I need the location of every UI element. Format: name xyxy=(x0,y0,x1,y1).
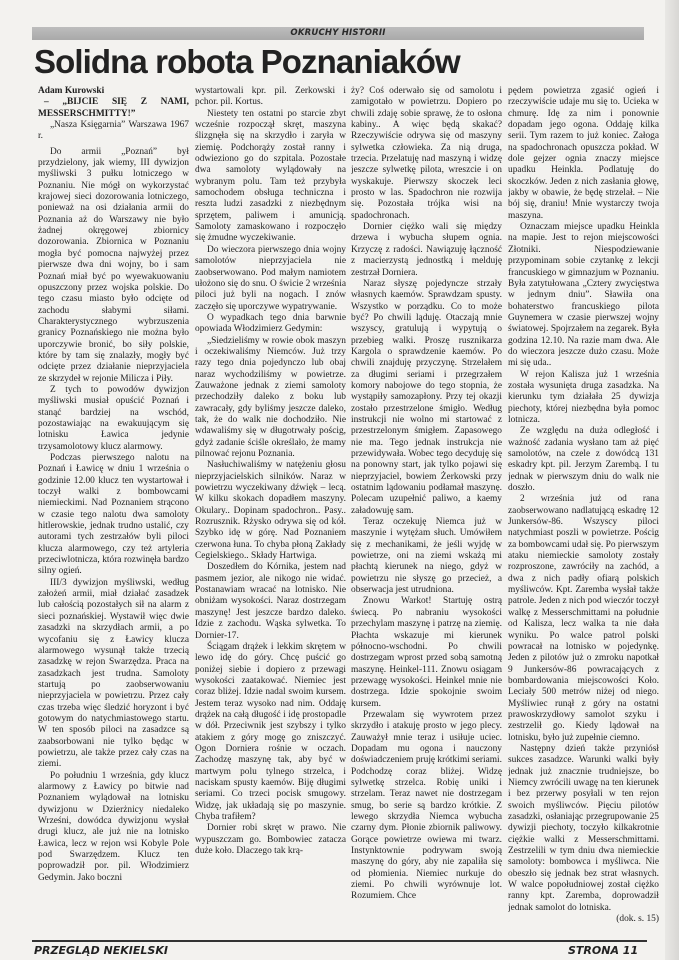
footer-rule xyxy=(32,940,647,942)
article-paragraph: Do wieczora pierwszego dnia wojny samolotów nieprzyjaciela nie zaobserwowano. Pod małym namiotem ułożono się do snu. O świcie 2 września piloci już byli na nogach. I znów zaczęło się uporczywe wypatrywanie. xyxy=(195,244,346,312)
scan-edge xyxy=(665,0,679,960)
article-column-3 xyxy=(351,86,502,938)
article-paragraph: W rejon Kalisza już 1 września została wysunięta druga zasadzka. Na kierunku tym działała 25 dywizja piechoty, której niezbędna była pomoc lotnicza. xyxy=(508,369,659,425)
publication-name: PRZEGLĄD NEKIELSKI xyxy=(34,944,168,957)
article-paragraph: wystartowali kpr. pil. Żerkowski i pchor. pil. Kortus. xyxy=(195,86,346,108)
article-paragraph: Dornier robi skręt w prawo. Nie wypuszczam go. Bombowiec zatacza duże koło. Dlaczego tak krą- xyxy=(195,823,346,857)
article-paragraph: Ściągam drążek i lekkim skrętem w lewo idę do góry. Chcę puścić go poniżej siebie i dopiero z przewagi wysokości zaatakować. Niemiec jest coraz bliżej. Idzie nadal swoim kursem. Jestem teraz wysoko nad nim. Oddaję drążek na całą długość i idę prostopadle w dół. Przeciwnik jest szybszy i tylko atakiem z góry mogę go zniszczyć. Ogon Dorniera rośnie w oczach. Zachodzę maszynę tak, aby być w martwym polu tylnego strzelca, i naciskam spusty kaemów. Biję długimi seriami. Co trzeci pocisk smugowy. Widzę, jak układają się po maszynie. Chyba trafiłem? xyxy=(195,641,346,822)
article-column-1 xyxy=(38,86,189,938)
article-paragraph: 2 września już od rana zaobserwowano nadlatującą eskadrę 12 Junkersów-86. Wszyscy piloci natychmiast poszli w powietrze. Pościg za bombowcami udał się. Po pierwszym ataku niemieckie samoloty zostały rozproszone, zawróciły na zachód, a dwa z nich padły ofiarą polskich myśliwców. Kpt. Zaremba wysłał także patrole. Jeden z nich pod wieczór toczył walkę z Messerschmittami na południe od Kalisza, lecz walka ta nie dała wyniku. Po walce patrol polski powracał na lotnisko w pojedynkę. Jeden z pilotów już o zmroku napotkał 9 Junkersów-86 powracających z bombardowania miejscowości Koło. Leciały 500 metrów niżej od niego. Myśliwiec runął z góry na ostatni prawoskrzydłowy samolot szyku i zestrzelił go. Kiedy lądował na lotnisku, było już zupełnie ciemno. xyxy=(508,494,659,743)
article-paragraph: Teraz oczekuję Niemca już w maszynie i wytężam słuch. Umówiłem się z mechanikami, że jeśli wyjdę w powietrze, oni na ziemi wskażą mi płachtą kierunek na niego, gdyż w powietrzu nie słyszę go przecież, a obserwacja jest utrudniona. xyxy=(351,517,502,596)
article-paragraph: Oznaczam miejsce upadku Heinkla na mapie. Jest to rejon miejscowości Złotniki. Niespodziewanie przypominam sobie czytankę z lekcji francuskiego w gimnazjum w Poznaniu. Była zatytułowana „Cztery zwycięstwa w jednym dniu”. Sławiła ona bohaterstwo francuskiego pilota Guynemera w czasie pierwszej wojny światowej. Spojrzałem na zegarek. Była godzina 12.10. Na razie mam dwa. Ale do wieczora jeszcze dużo czasu. Może mi się uda.. xyxy=(508,222,659,369)
article-title: Solidna robota Poznaniaków xyxy=(34,43,460,80)
article-paragraph: Nasłuchiwaliśmy w natężeniu głosu nieprzyjacielskich silników. Naraz w powietrzu wyczekiwany dźwięk – lecą. W kilku skokach dopadłem maszyny. Okulary.. Dopinam spadochron.. Pasy.. Rozrusznik. Rżysko odrywa się od kół. Szybko idę w górę. Nad Poznaniem czerwona łuna. To chyba płoną Zakłady Cegielskiego.. Składy Hartwiga. xyxy=(195,460,346,562)
article-paragraph: pędem powietrza zgasić ogień i rzeczywiście udaje mu się to. Ucieka w chmurę. Idę za nim i ponownie dopadam jego ogona. Oddaję kilka serii. Tym razem to już koniec. Załoga na spadochronach opuszcza pokład. W dole gejzer ognia znaczy miejsce upadku Heinkla. Podlatuję do skoczków. Jeden z nich zasłania głowę, jakby w obawie, że będę strzelał. – Nie bój się, draniu! Mnie wystarczy twoja maszyna. xyxy=(508,86,659,221)
article-column-2 xyxy=(195,86,346,938)
article-paragraph: Znowu Warkot! Startuję ostrą świecą. Po nabraniu wysokości przechylam maszynę i patrzę na ziemię. Płachta wskazuje mi kierunek północno-wschodni. Po chwili dostrzegam wprost przed sobą samotną maszynę. Heinkel-111. Znowu osiągam przewagę wysokości. Heinkel mnie nie dostrzega. Idzie spokojnie swoim kursem. xyxy=(351,596,502,709)
article-column-4 xyxy=(508,86,659,938)
article-paragraph: Doszedłem do Kórnika, jestem nad pasmem jezior, ale nikogo nie widać. Postanawiam wracać na lotnisko. Nie obniżam wysokości. Naraz dostrzegam maszynę! Jest jeszcze bardzo daleko. Idzie z zachodu. Wąska sylwetka. To Dornier-17. xyxy=(195,562,346,641)
article-paragraph: Naraz słyszę pojedyncze strzały własnych kaemów. Sprawdzam spusty. Wszystko w porządku. Co to może być? Po chwili ląduję. Otaczają mnie wszyscy, gratulują i wypytują o przebieg walki. Proszę rusznikarza Kargola o sprawdzenie kaemów. Po chwili znajduję przyczynę. Strzelałem za długimi seriami i przegrzałem komory nabojowe do tego stopnia, że wystąpiły samozapłony. Przy tej okazji zostało przestrzelone śmigło. Według instrukcji nie wolno mi startować z przestrzelonym śmigłem. Zapasowego nie ma. Tego jednak instrukcja nie przewidywała. Wobec tego decyduję się na ponowny start, jak tylko pojawi się nieprzyjaciel, bowiem Żerkowski przy ostatnim lądowaniu podłamał maszynę. Polecam uzupełnić paliwo, a kaemy załadowuję sam. xyxy=(351,278,502,516)
article-paragraph: Z tych to powodów dywizjon myśliwski musiał opuścić Poznań i stanąć bardziej na wschód, pozostawiając na ewakuującym się lotnisku Ławica jedynie trzysamolotowy klucz alarmowy. xyxy=(38,384,189,452)
article-paragraph: Dornier ciężko wali się między drzewa i wybucha słupem ognia. Krzyczę z radości. Nawiązuję łączność z macierzystą jednostką i melduję zestrzał Dorniera. xyxy=(351,222,502,278)
continuation-note: (dok. s. 15) xyxy=(616,914,659,925)
article-paragraph: ży? Coś oderwało się od samolotu i zamigotało w powietrzu. Dopiero po chwili zdaję sobie sprawę, że to osłona kabiny.. A więc będą skakać? Rzeczywiście odrywa się od maszyny sylwetka człowieka. Za nią druga, trzecia. Przelatuję nad maszyną i widzę jeszcze sylwetkę pilota, wreszcie i on wyskakuje. Pierwszy skoczek leci prosto w las. Spadochron nie rozwija się. Pozostała trójka wisi na spadochronach. xyxy=(351,86,502,221)
article-paragraph: O wypadkach tego dnia barwnie opowiada Włodzimierz Gedymin: xyxy=(195,312,346,335)
source-publisher: „Nasza Księgarnia” Warszawa 1967 r. xyxy=(38,120,189,142)
source-book-title: – „BIJCIE SIĘ Z NAMI, MESSERSCHMITTY!” xyxy=(38,97,189,119)
section-header-bar xyxy=(32,27,644,40)
article-paragraph: Podczas pierwszego nalotu na Poznań i Ławicę w dniu 1 września o godzinie 12.00 klucz ten wystartował i toczył walki z bombowcami niemieckimi. Nad Poznaniem strącono w czasie tego nalotu dwa samoloty hitlerowskie, jednak trudno ustalić, czy autorami tych zestrzałów byli piloci klucza alarmowego, czy też artyleria przeciwlotnicza, która rozwinęła bardzo silny ogień. xyxy=(38,453,189,577)
article-paragraph: Ze względu na duża odległość i ważność zadania wysłano tam aż pięć samolotów, na czele z dowódcą 131 eskadry kpt. pil. Jerzym Zarembą. I tu jednak w pierwszym dniu do walk nie doszło. xyxy=(508,426,659,494)
article-paragraph: Niestety ten ostatni po starcie zbyt wcześnie rozpoczął skręt, maszyna ślizgnęła się na skrzydło i zaryła w ziemię. Podchorąży został ranny i odwieziono go do szpitala. Pozostałe dwa samoloty wylądowały na wybranym polu. Tam też przybyła samochodem obsługa techniczna i reszta ludzi zasadzki z niezbędnym sprzętem, paliwem i amunicją. Samoloty zamaskowano i rozpoczęło się żmudne wyczekiwanie. xyxy=(195,108,346,244)
page-number: STRONA 11 xyxy=(568,944,639,957)
article-author: Adam Kurowski xyxy=(38,86,105,96)
article-paragraph: III/3 dywizjon myśliwski, według założeń armii, miał działać zasadzek lub całością pozostałych sił na alarm z sieci poznańskiej. Wystawił więc dwie zasadzki na skrzydłach armii, a po wycofaniu się z Ławicy klucza alarmowego wysunął także trzecią zasadzkę w rejon Swarzędza. Praca na zasadzkach jest trudna. Samoloty startują po zaobserwowaniu nieprzyjaciela w powietrzu. Przez cały czas trzeba więc śledzić horyzont i być gotowym do natychmiastowego startu. W ten sposób piloci na zasadzce są zaabsorbowani nie tylko będąc w powietrzu, ale także przez cały czas na ziemi. xyxy=(38,577,189,770)
article-paragraph: Przewalam się wywrotem przez skrzydło i atakuję prosto w jego plecy. Zauważył mnie teraz i usiłuje uciec. Dopadam mu ogona i nauczony doświadczeniem pruję krótkimi seriami. Podchodzę coraz bliżej. Widzę sylwetkę strzelca. Robię uniki i strzelam. Teraz nawet nie dostrzegam smug, bo serie są bardzo krótkie. Z lewego skrzydła Niemca wybucha czarny dym. Płonie zbiornik paliwowy. Gorące powietrze owiewa mi twarz. Instynktownie podrywam swoją maszynę do góry, aby nie zapaliła się od płomienia. Niemiec nurkuje do ziemi. Po chwili wyrównuje lot. Rozumiem. Chce xyxy=(351,709,502,902)
article-paragraph: „Siedzieliśmy w rowie obok maszyn i oczekiwaliśmy Niemców. Już trzy razy tego dnia pojedynczo lub obaj naraz wychodziliśmy w powietrze. Zauważone jednak z ziemi samoloty przechodziły daleko z boku lub zawracały, gdy byliśmy jeszcze daleko, tak, że do walk nie dochodziło. Nie wdawaliśmy się w długotrwały pościg, gdyż zadanie ściśle określało, że mamy pilnować rejonu Poznania. xyxy=(195,335,346,459)
section-label: OKRUCHY HISTORII xyxy=(290,28,386,38)
article-paragraph: Po południu 1 września, gdy klucz alarmowy z Ławicy po bitwie nad Poznaniem wylądował na lotnisku dywizjonu w Dzierżnicy niedaleko Wrześni, dowódca dywizjonu wysłał drugi klucz, ale już nie na lotnisko Ławica, lecz w rejon wsi Kobyle Pole pod Swarzędzem. Klucz ten poprowadził por. pil. Włodzimierz Gedymin. Jako boczni xyxy=(38,770,189,883)
article-paragraph: Do armii „Poznań” był przydzielony, jak wiemy, III dywizjon myśliwski 3 pułku lotniczego w Poznaniu. Nie mógł on wykorzystać krajowej sieci dozorowania lotniczego, ponieważ na osi działania armii do Poznania aż do Warszawy nie było żadnej okręgowej zbiornicy dozorowania. Zbiornica w Poznaniu mogła być pomocna najwyżej przez pierwsze dwa dni wojny, bo i sam Poznań miał być po wyewakuowaniu opuszczony przez wojska polskie. Do tego czasu miasto było odcięte od zachodu słabymi siłami. Charakterystycznego wybrzuszenia granicy Poznańskiego nie można było uporczywie bronić, bo siły polskie, które by tam się znalazły, mogły być odcięte przez działanie nieprzyjaciela ze skrzydeł w rejonie Milicza i Piły. xyxy=(38,146,189,384)
article-paragraph: Następny dzień także przyniósł sukces zasadzce. Warunki walki były jednak już znacznie trudniejsze, bo Niemcy zwrócili uwagę na ten kierunek i bez przerwy posyłali w ten rejon swoich myśliwców. Pięciu pilotów zasadzki, osłaniając przegrupowanie 25 dywizji piechoty, toczyło kilkakrotnie ciężkie walki z Messerschmittami. Zestrzelili w tym dniu dwa niemieckie samoloty: bombowca i myśliwca. Nie obeszło się jednak bez strat własnych. W walce popołudniowej został ciężko ranny kpt. Zaremba, doprowadził jednak samolot do lotniska. (dok. s. 15) xyxy=(508,743,659,925)
